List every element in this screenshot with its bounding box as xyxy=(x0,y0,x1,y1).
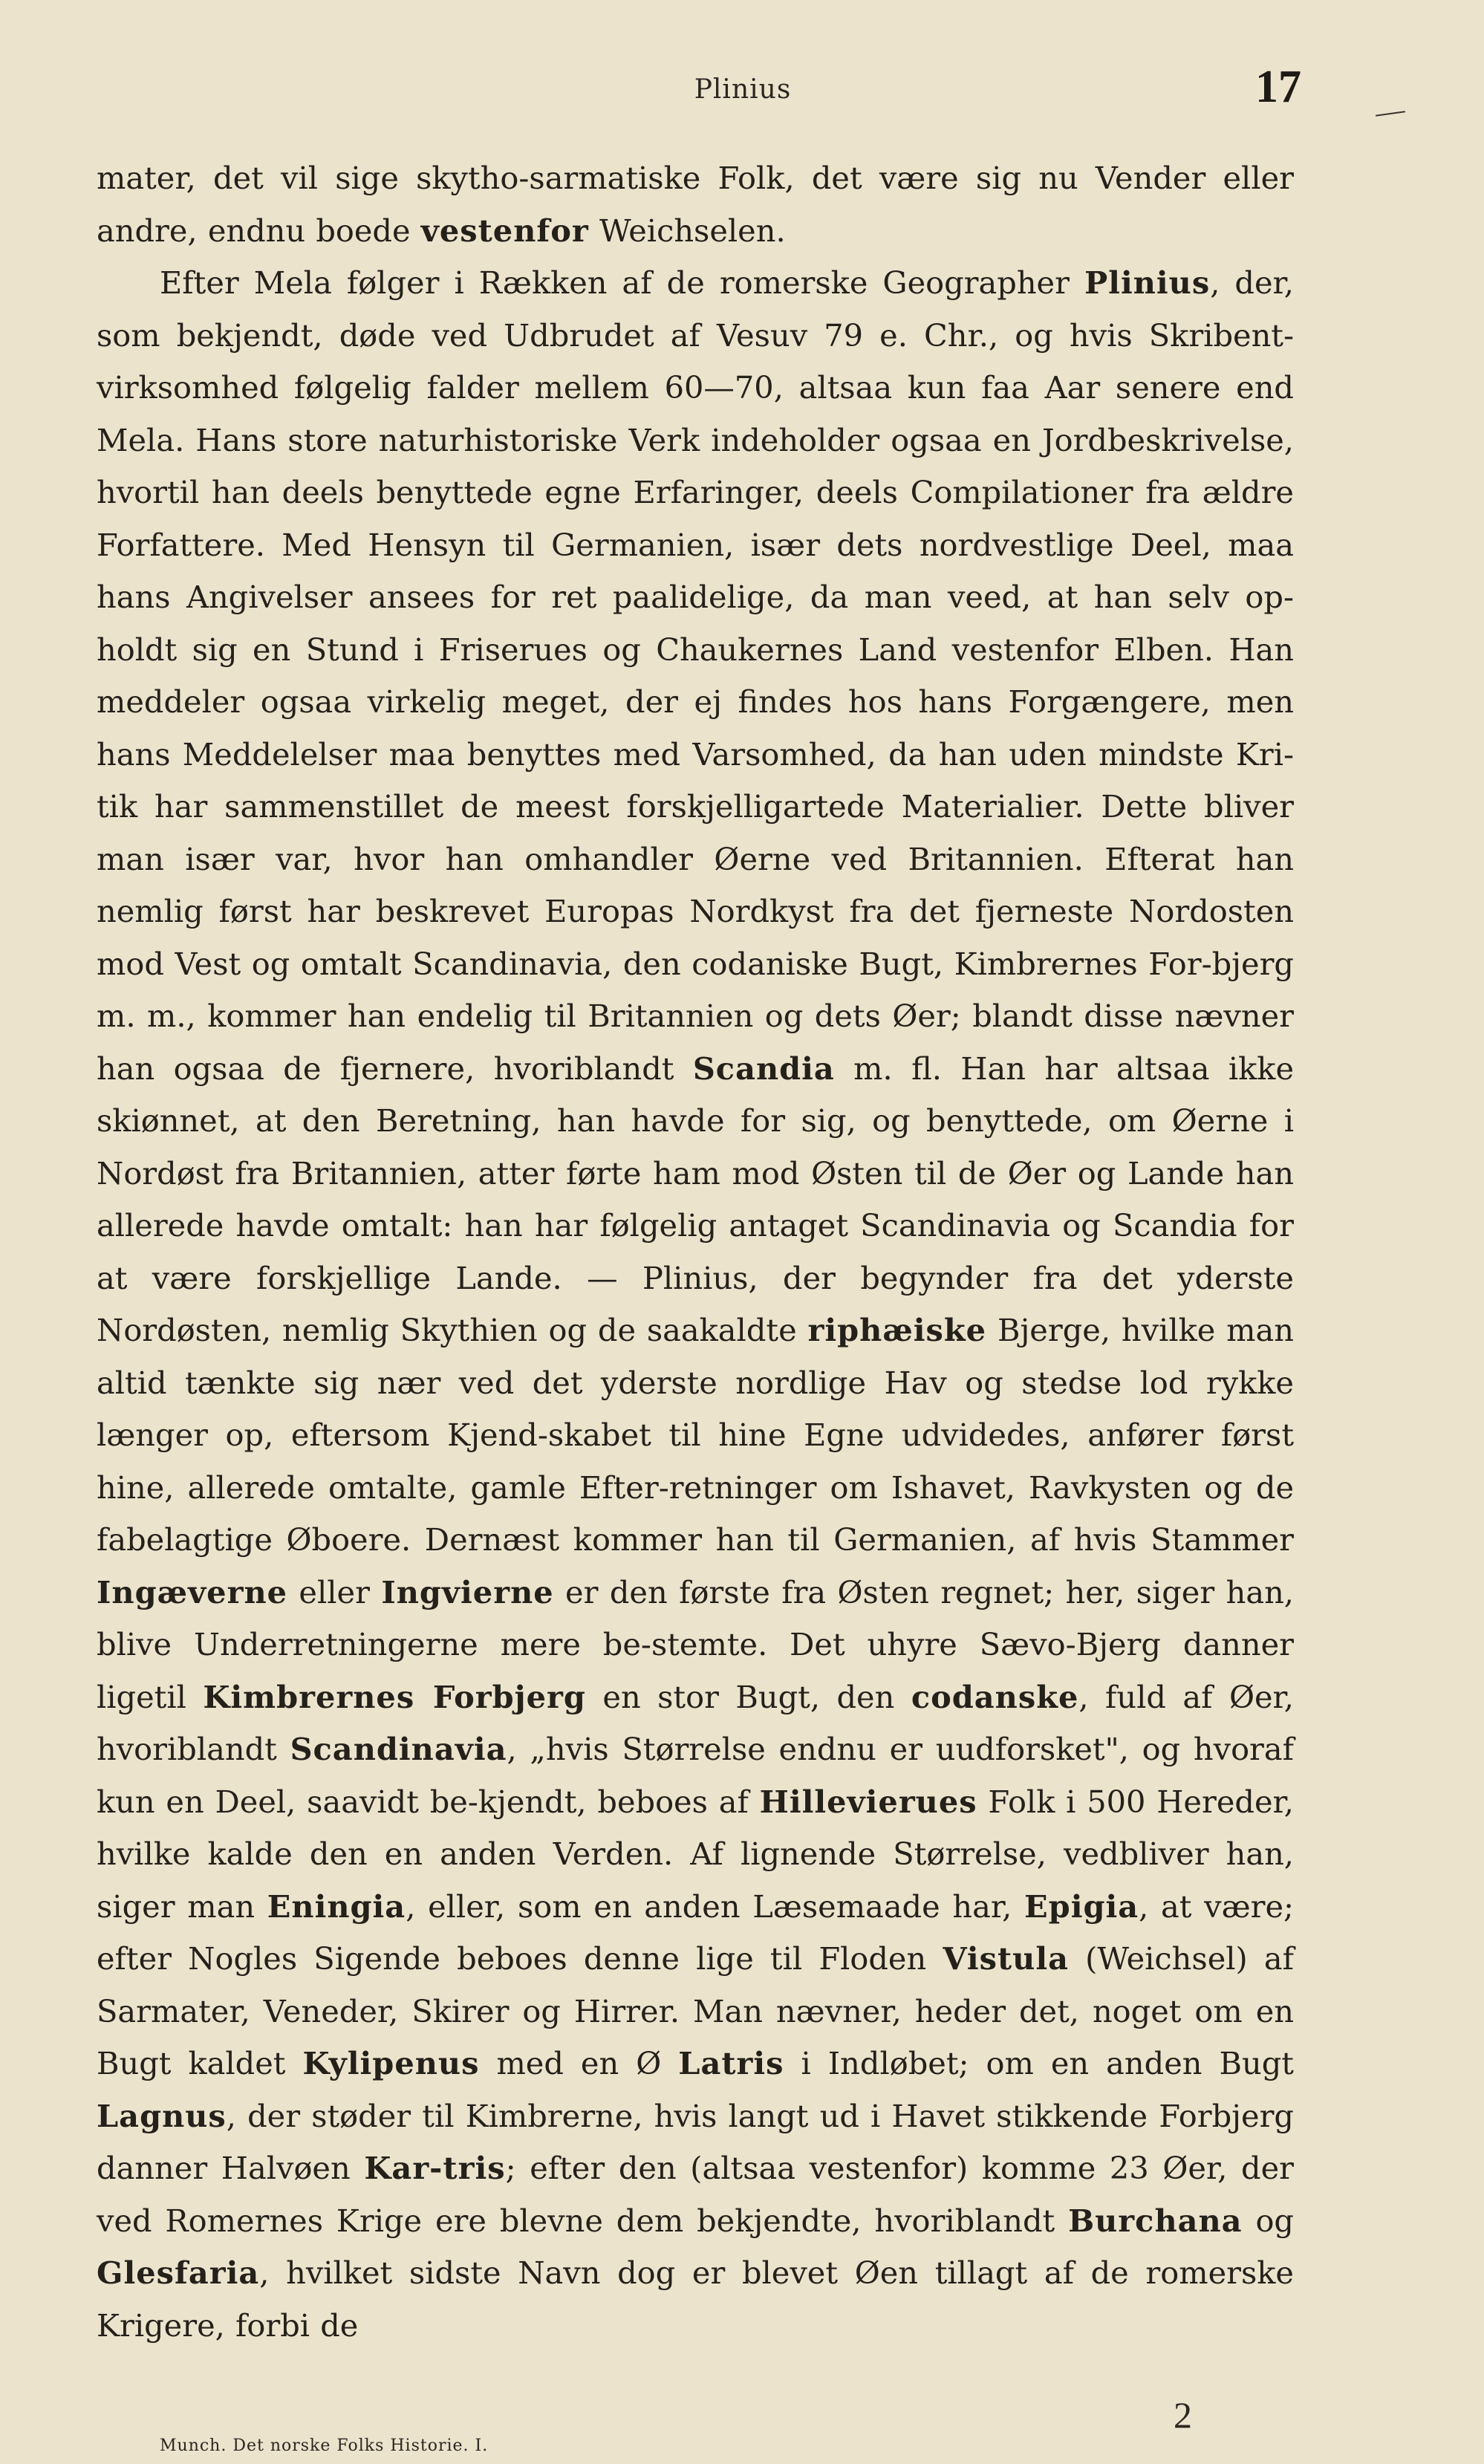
emphasized-term: Scandinavia xyxy=(290,1731,507,1767)
text-run: , „hvis Størrelse endnu er uudforsket", og hvoraf kun en Deel, saavidt be-kjendt, beboes af xyxy=(97,1731,1294,1820)
text-run: mater, det vil sige skytho-sarmatiske Folk, det være sig nu Vender eller andre, endnu boede xyxy=(97,160,1294,249)
running-title: Plinius xyxy=(694,74,792,105)
emphasized-term: vestenfor xyxy=(420,212,589,249)
emphasized-term: Epigia xyxy=(1024,1888,1139,1925)
signature-mark: 2 xyxy=(1174,2394,1192,2436)
emphasized-term: Kylipenus xyxy=(302,2045,480,2081)
emphasized-term: Kar-tris xyxy=(364,2150,506,2186)
emphasized-term: Latris xyxy=(678,2045,784,2081)
body-text xyxy=(97,152,1294,2352)
emphasized-term: Scandia xyxy=(692,1050,835,1087)
text-run: eller xyxy=(287,1573,382,1610)
text-run: er den første fra Østen regnet; her, siger han, blive Underretningerne mere be-stemte. Det uhyre Sævo-Bjerg danner ligetil xyxy=(97,1573,1294,1715)
paragraph xyxy=(97,257,1294,2352)
emphasized-term: Kimbrernes Forbjerg xyxy=(203,1678,586,1715)
emphasized-term: Ingvierne xyxy=(381,1573,554,1610)
emphasized-term: Eningia xyxy=(267,1888,406,1925)
emphasized-term: Lagnus xyxy=(97,2097,227,2134)
text-run: i Indløbet; om en anden Bugt xyxy=(784,2045,1294,2081)
text-run: Efter Mela følger i Rækken af de romerske Geographer xyxy=(160,264,1084,301)
text-run: Weichselen. xyxy=(588,212,786,249)
source-footnote: Munch. Det norske Folks Historie. I. xyxy=(160,2437,489,2455)
emphasized-term: Ingæverne xyxy=(97,1573,288,1610)
text-run: , der støder til Kimbrerne, hvis langt ud i Havet stikkende Forbjerg danner Halvøen xyxy=(97,2097,1294,2186)
emphasized-term: riphæiske xyxy=(807,1312,987,1348)
text-run: , at være; efter Nogles Sigende beboes denne lige til Floden xyxy=(97,1888,1294,1977)
text-run: , der, som bekjendt, døde ved Udbrudet af Vesuv 79 e. Chr., og hvis Skribent-virksomhed følgelig falder mellem 60—70, altsaa kun faa Aar senere end Mela. Hans store naturhistoriske Verk indeholder ogsaa en Jordbeskrivelse, hvortil han deels benyttede egne Erfaringer, deels Compilationer fra ældre Forfattere. Med Hensyn til Germanien, især dets nordvestlige Deel, maa hans Angivelser ansees for ret paalidelige, da man veed, at han selv op-holdt sig en Stund i Friserues og Chaukernes Land vestenfor Elben. Han meddeler ogsaa virkelig meget, der ej findes hos hans Forgængere, men hans Meddelelser maa benyttes med Varsomhed, da han uden mindste Kri-tik har sammenstillet de meest forskjelligartede Materialier. Dette bliver man især var, hvor han omhandler Øerne ved Britannien. Efterat han nemlig først har beskrevet Europas Nordkyst fra det fjerneste Nordosten mod Vest og omtalt Scandinavia, den codaniske Bugt, Kimbrernes For-bjerg m. m., kommer han endelig til Britannien og dets Øer; blandt disse nævner han ogsaa de fjernere, hvoriblandt xyxy=(97,264,1294,1087)
page-number: 17 xyxy=(1255,62,1301,112)
emphasized-term: Plinius xyxy=(1084,264,1211,301)
text-run: ; efter den (altsaa vestenfor) komme 23 Øer, der ved Romernes Krige ere blevne dem bekjendte, hvoriblandt xyxy=(97,2150,1295,2239)
text-run: (Weichsel) af Sarmater, Veneder, Skirer og Hirrer. Man nævner, heder det, noget om en Bugt kaldet xyxy=(97,1940,1294,2081)
text-run: med en Ø xyxy=(479,2045,679,2081)
emphasized-term: Glesfaria xyxy=(97,2255,260,2291)
text-run: Folk i 500 Hereder, hvilke kalde den en anden Verden. Af lignende Størrelse, vedbliver han, siger man xyxy=(97,1783,1294,1925)
printer-mark xyxy=(1376,111,1405,117)
emphasized-term: Hillevierues xyxy=(759,1783,977,1820)
text-run: , fuld af Øer, hvoriblandt xyxy=(97,1678,1294,1767)
text-run: , hvilket sidste Navn dog er blevet Øen tillagt af de romerske Krigere, forbi de xyxy=(97,2255,1294,2344)
text-run: Bjerge, hvilke man altid tænkte sig nær ved det yderste nordlige Hav og stedse lod rykke længer op, eftersom Kjend-skabet til hine Egne udvidedes, anfører først hine, allerede omtalte, gamle Efter-retninger om Ishavet, Ravkysten og de fabelagtige Øboere. Dernæst kommer han til Germanien, af hvis Stammer xyxy=(97,1312,1294,1558)
emphasized-term: codanske xyxy=(911,1678,1079,1715)
text-run: en stor Bugt, den xyxy=(585,1678,911,1715)
paragraph xyxy=(97,152,1294,257)
text-run: og xyxy=(1242,2202,1294,2239)
emphasized-term: Burchana xyxy=(1068,2202,1243,2239)
text-run: m. fl. Han har altsaa ikke skiønnet, at den Beretning, han havde for sig, og benyttede, om Øerne i Nordøst fra Britannien, atter førte ham mod Østen til de Øer og Lande han allerede havde omtalt: han har følgelig antaget Scandinavia og Scandia for at være forskjellige Lande. — Plinius, der begynder fra det yderste Nordøsten, nemlig Skythien og de saakaldte xyxy=(97,1050,1295,1348)
text-run: , eller, som en anden Læsemaade har, xyxy=(406,1888,1025,1925)
emphasized-term: Vistula xyxy=(943,1940,1069,1977)
